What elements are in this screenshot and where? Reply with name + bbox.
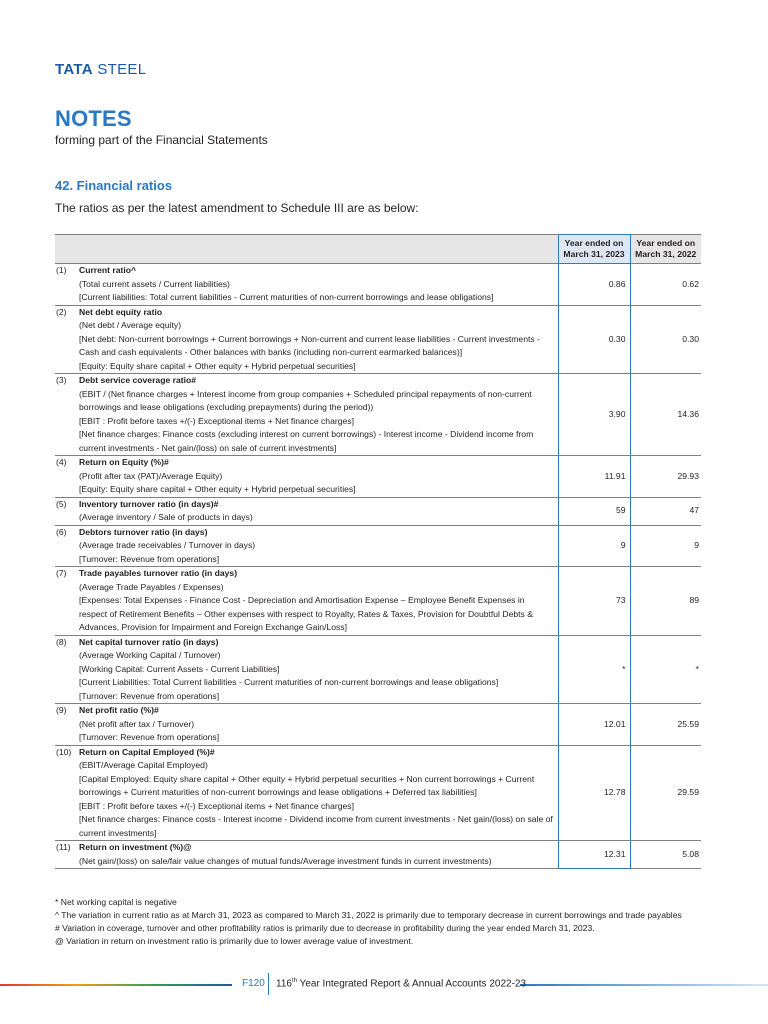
table-row bbox=[55, 635, 701, 704]
ratio-name: Debtors turnover ratio (in days) bbox=[79, 526, 208, 537]
table-row bbox=[55, 264, 701, 306]
section-title: 42. Financial ratios bbox=[55, 178, 173, 193]
value-previous-year: 9 bbox=[630, 525, 701, 567]
table-row bbox=[55, 374, 701, 456]
footer-blue-line bbox=[520, 984, 768, 986]
value-previous-year: 47 bbox=[630, 497, 701, 525]
table-body bbox=[55, 264, 701, 869]
ratio-name: Inventory turnover ratio (in days)# bbox=[79, 498, 219, 509]
report-title: 116th Year Integrated Report & Annual Accounts 2022-23 bbox=[276, 978, 527, 990]
tata-steel-logo bbox=[55, 61, 146, 78]
row-number: (8) bbox=[55, 635, 79, 704]
row-description bbox=[79, 264, 558, 306]
value-current-year: 3.90 bbox=[558, 374, 630, 456]
row-number: (10) bbox=[55, 745, 79, 841]
ratio-formula-line: [EBIT : Profit before taxes +/(-) Exceptional items + Net finance charges] bbox=[79, 800, 354, 811]
row-number: (1) bbox=[55, 264, 79, 306]
ratio-formula-line: [Current liabilities: Total current liabilities - Current maturities of non-current borrowings and lease obligations] bbox=[79, 292, 494, 302]
row-description bbox=[79, 704, 558, 746]
table-header-row bbox=[55, 235, 701, 264]
row-description bbox=[79, 497, 558, 525]
ratio-formula-line: [Capital Employed: Equity share capital + Other equity + Hybrid perpetual securities + Non current borrowings + Current borrowings + Current maturities of non-current borrowings and lease obligations + Deferred tax liabilities] bbox=[79, 773, 535, 797]
row-number: (9) bbox=[55, 704, 79, 746]
ratio-formula-line: (Net gain/(loss) on sale/fair value changes of mutual funds/Average investment funds in current investments) bbox=[79, 855, 492, 866]
value-previous-year: 29.59 bbox=[630, 745, 701, 841]
row-number: (5) bbox=[55, 497, 79, 525]
ratio-formula-line: (Net profit after tax / Turnover) bbox=[79, 718, 195, 729]
row-description bbox=[79, 456, 558, 498]
header-current-year: Year ended on March 31, 2023 bbox=[558, 235, 630, 264]
footnote-current-ratio: ^ The variation in current ratio as at March 31, 2023 as compared to March 31, 2022 is primarily due to temporary decrease in current borrowings and trade payables bbox=[55, 910, 682, 920]
ratio-formula-line: [Equity: Equity share capital + Other equity + Hybrid perpetual securities] bbox=[79, 484, 356, 494]
ratio-name: Net capital turnover ratio (in days) bbox=[79, 636, 219, 647]
ratio-formula-line: [Net finance charges: Finance costs (excluding interest on current borrowings) - Interest income - Dividend income from current investments - Net gain/(loss) on sale of current investments] bbox=[79, 429, 534, 453]
value-current-year: 0.86 bbox=[558, 264, 630, 306]
ratio-formula-line: [Expenses: Total Expenses - Finance Cost - Depreciation and Amortisation Expense – Employee Benefit Expenses in respect of Retirement Benefits – Other expenses with respect to Royalty, Rates & Taxes, Provision for Doubtful Debts & Advances, Provision for Impairment and Foreign Exchange Gain/Loss] bbox=[79, 595, 533, 632]
footnote-negative-wc: * Net working capital is negative bbox=[55, 897, 177, 907]
footer-colour-line bbox=[0, 984, 232, 986]
ratio-formula-line: [Current Liabilities: Total Current liabilities - Current maturities of non-current borrowings and lease obligations] bbox=[79, 677, 499, 687]
header-blank-desc bbox=[79, 235, 558, 264]
ratio-name: Debt service coverage ratio# bbox=[79, 375, 197, 385]
table-row bbox=[55, 305, 701, 374]
table-row bbox=[55, 525, 701, 567]
row-description bbox=[79, 525, 558, 567]
value-previous-year: 0.30 bbox=[630, 305, 701, 374]
ratio-name: Return on Equity (%)# bbox=[79, 457, 169, 467]
ratio-formula-line: (Profit after tax (PAT)/Average Equity) bbox=[79, 470, 223, 481]
logo-strong: TATA bbox=[55, 61, 93, 78]
value-current-year: 0.30 bbox=[558, 305, 630, 374]
footnote-roi: @ Variation in return on investment ratio is primarily due to lower average value of investment. bbox=[55, 936, 414, 946]
ratio-name: Return on investment (%)@ bbox=[79, 842, 192, 852]
table-row bbox=[55, 497, 701, 525]
row-description bbox=[79, 635, 558, 704]
row-number: (3) bbox=[55, 374, 79, 456]
table-row bbox=[55, 456, 701, 498]
value-current-year: 12.78 bbox=[558, 745, 630, 841]
table-row bbox=[55, 841, 701, 869]
value-current-year: 11.91 bbox=[558, 456, 630, 498]
logo-rest: STEEL bbox=[92, 61, 147, 78]
ratio-formula-line: (EBIT / (Net finance charges + Interest income from group companies + Scheduled principal repayments of non-current borrowings and lease obligations (excluding prepayments) during the period)) bbox=[79, 388, 532, 412]
row-number: (6) bbox=[55, 525, 79, 567]
value-previous-year: 5.08 bbox=[630, 841, 701, 869]
value-previous-year: 14.36 bbox=[630, 374, 701, 456]
page-subtitle: forming part of the Financial Statements bbox=[55, 133, 268, 147]
ratio-name: Net profit ratio (%)# bbox=[79, 705, 159, 715]
row-description bbox=[79, 567, 558, 636]
page-number: F120 bbox=[242, 978, 265, 989]
ratio-name: Return on Capital Employed (%)# bbox=[79, 746, 215, 757]
table-row bbox=[55, 745, 701, 841]
ratio-formula-line: [Equity: Equity share capital + Other equity + Hybrid perpetual securities] bbox=[79, 360, 356, 371]
ratio-formula-line: [Turnover: Revenue from operations] bbox=[79, 553, 220, 564]
footer-divider bbox=[268, 973, 269, 995]
table-row bbox=[55, 567, 701, 636]
header-blank-num bbox=[55, 235, 79, 264]
header-previous-year: Year ended on March 31, 2022 bbox=[630, 235, 701, 264]
row-description bbox=[79, 841, 558, 869]
footnotes bbox=[55, 896, 682, 948]
value-current-year: 59 bbox=[558, 497, 630, 525]
row-number: (2) bbox=[55, 305, 79, 374]
section-intro: The ratios as per the latest amendment to Schedule III are as below: bbox=[55, 201, 419, 215]
value-previous-year: 0.62 bbox=[630, 264, 701, 306]
value-current-year: 73 bbox=[558, 567, 630, 636]
row-description bbox=[79, 374, 558, 456]
ratio-name: Trade payables turnover ratio (in days) bbox=[79, 568, 238, 578]
ratio-formula-line: [EBIT : Profit before taxes +/(-) Exceptional items + Net finance charges] bbox=[79, 415, 354, 426]
ratio-formula-line: [Working Capital: Current Assets - Current Liabilities] bbox=[79, 663, 280, 674]
ratio-formula-line: (Total current assets / Current liabilities) bbox=[79, 278, 230, 289]
footnote-profitability: # Variation in coverage, turnover and other profitability ratios is primarily due to decrease in profitability during the year ended March 31, 2023. bbox=[55, 923, 595, 933]
row-description bbox=[79, 305, 558, 374]
ratio-formula-line: (Average Working Capital / Turnover) bbox=[79, 650, 221, 660]
value-previous-year: 89 bbox=[630, 567, 701, 636]
ratio-formula-line: [Turnover: Revenue from operations] bbox=[79, 690, 220, 701]
value-previous-year: 25.59 bbox=[630, 704, 701, 746]
ratio-formula-line: [Net finance charges: Finance costs - Interest income - Dividend income from current investments - Net gain/(loss) on sale of current investments] bbox=[79, 814, 553, 838]
ratio-formula-line: [Net debt: Non-current borrowings + Current borrowings + Non-current and current lease liabilities - Current investments - Cash and cash equivalents - Other balances with banks (including non-current earmarked balances)] bbox=[79, 333, 540, 357]
row-number: (4) bbox=[55, 456, 79, 498]
row-number: (7) bbox=[55, 567, 79, 636]
row-number: (11) bbox=[55, 841, 79, 869]
value-current-year: * bbox=[558, 635, 630, 704]
page-title: NOTES bbox=[55, 106, 132, 131]
ratio-formula-line: [Turnover: Revenue from operations] bbox=[79, 732, 220, 742]
ratio-formula-line: (Average Trade Payables / Expenses) bbox=[79, 581, 224, 592]
value-current-year: 12.31 bbox=[558, 841, 630, 869]
ratio-formula-line: (Net debt / Average equity) bbox=[79, 320, 182, 330]
ratio-formula-line: (EBIT/Average Capital Employed) bbox=[79, 760, 208, 770]
ratio-formula-line: (Average trade receivables / Turnover in days) bbox=[79, 540, 256, 550]
ratio-formula-line: (Average inventory / Sale of products in days) bbox=[79, 512, 253, 522]
value-current-year: 9 bbox=[558, 525, 630, 567]
table-row bbox=[55, 704, 701, 746]
value-previous-year: * bbox=[630, 635, 701, 704]
value-previous-year: 29.93 bbox=[630, 456, 701, 498]
value-current-year: 12.01 bbox=[558, 704, 630, 746]
row-description bbox=[79, 745, 558, 841]
ratio-name: Net debt equity ratio bbox=[79, 306, 163, 317]
ratio-name: Current ratio^ bbox=[79, 265, 137, 275]
financial-ratios-table bbox=[55, 234, 701, 869]
